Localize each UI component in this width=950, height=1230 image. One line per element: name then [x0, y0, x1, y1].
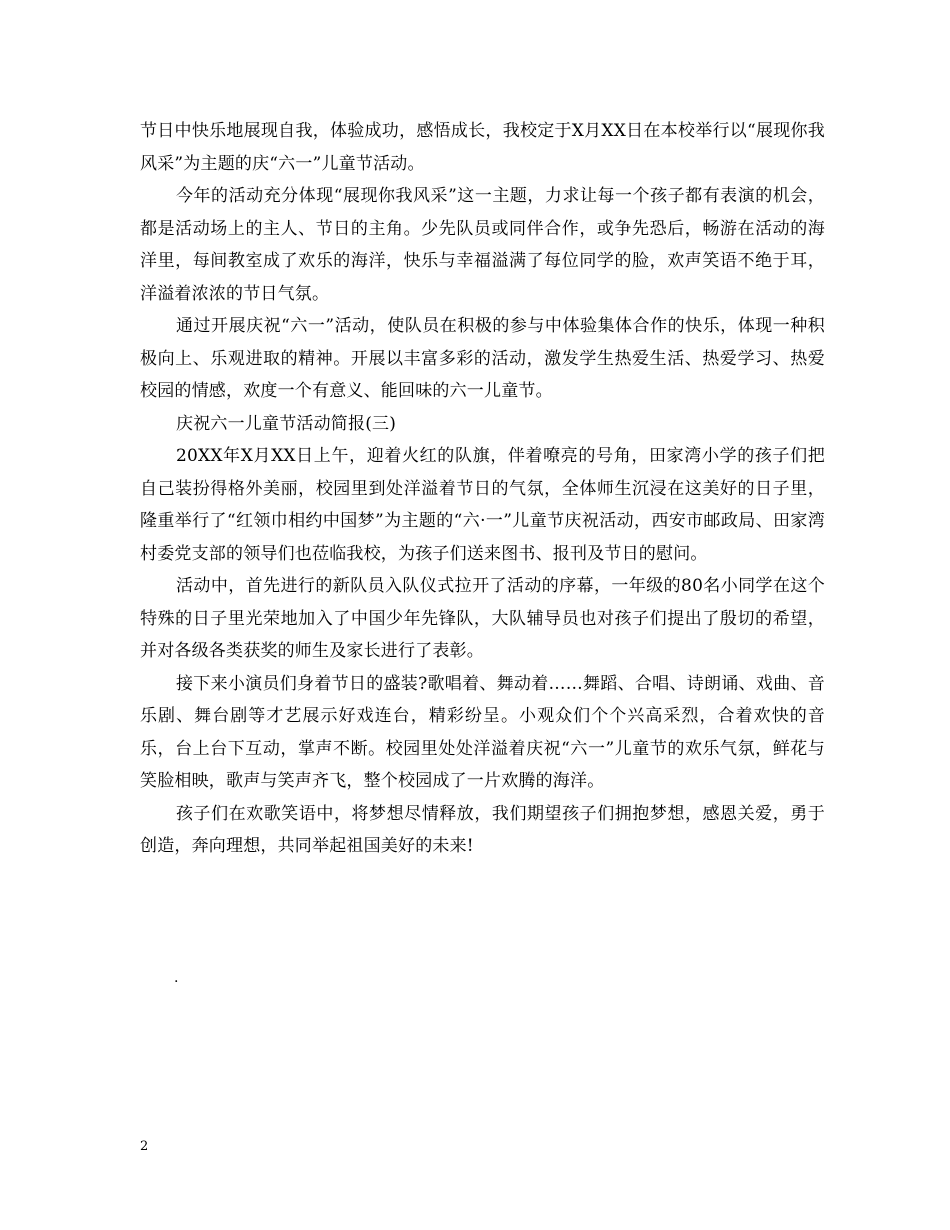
paragraph-purpose: 通过开展庆祝“六一”活动，使队员在积极的参与中体验集体合作的快乐，体现一种积极向上、乐观进取的精神。开展以丰富多彩的活动，激发学生热爱生活、热爱学习、热爱校园的情感，欢度一个有意义、能回味的六一儿童节。: [140, 316, 825, 401]
paragraph-theme: 今年的活动充分体现“展现你我风采”这一主题，力求让每一个孩子都有表演的机会，都是活动场上的主人、节日的主角。少先队员或同伴合作，或争先恐后，畅游在活动的海洋里，每间教室成了欢乐的海洋，快乐与幸福溢满了每位同学的脸，欢声笑语不绝于耳，洋溢着浓浓的节日气氛。: [140, 186, 825, 304]
paragraph-event-opening: 20XX年X月XX日上午，迎着火红的队旗，伴着嘹亮的号角，田家湾小学的孩子们把自己装扮得格外美丽，校园里到处洋溢着节日的气氛，全体师生沉浸在这美好的日子里，隆重举行了“红领巾相约中国梦”为主题的“六·一”儿童节庆祝活动，西安市邮政局、田家湾村委党支部的领导们也莅临我校，为孩子们送来图书、报刊及节日的慰问。: [140, 446, 825, 564]
page-number: 2: [140, 1139, 149, 1154]
paragraph-continuation: 节日中快乐地展现自我，体验成功，感悟成长，我校定于X月XX日在本校举行以“展现你我风采”为主题的庆“六一”儿童节活动。: [140, 121, 825, 174]
paragraph-closing: 孩子们在欢歌笑语中，将梦想尽情释放，我们期望孩子们拥抱梦想，感恩关爱，勇于创造，奔向理想，共同举起祖国美好的未来!: [140, 803, 825, 856]
paragraph-induction-ceremony: 活动中，首先进行的新队员入队仪式拉开了活动的序幕，一年级的80名小同学在这个特殊的日子里光荣地加入了中国少年先锋队，大队辅导员也对孩子们提出了殷切的希望，并对各级各类获奖的师生及家长进行了表彰。: [140, 576, 825, 661]
section-heading: 庆祝六一儿童节活动简报(三): [176, 413, 397, 434]
trailing-mark: .: [174, 970, 179, 986]
paragraph-performances: 接下来小演员们身着节日的盛装?歌唱着、舞动着……舞蹈、合唱、诗朗诵、戏曲、音乐剧、舞台剧等才艺展示好戏连台，精彩纷呈。小观众们个个兴高采烈，合着欢快的音乐，台上台下互动，掌声不断。校园里处处洋溢着庆祝“六一”儿童节的欢乐气氛，鲜花与笑脸相映，歌声与笑声齐飞，整个校园成了一片欢腾的海洋。: [140, 673, 825, 791]
document-body: [140, 115, 825, 863]
